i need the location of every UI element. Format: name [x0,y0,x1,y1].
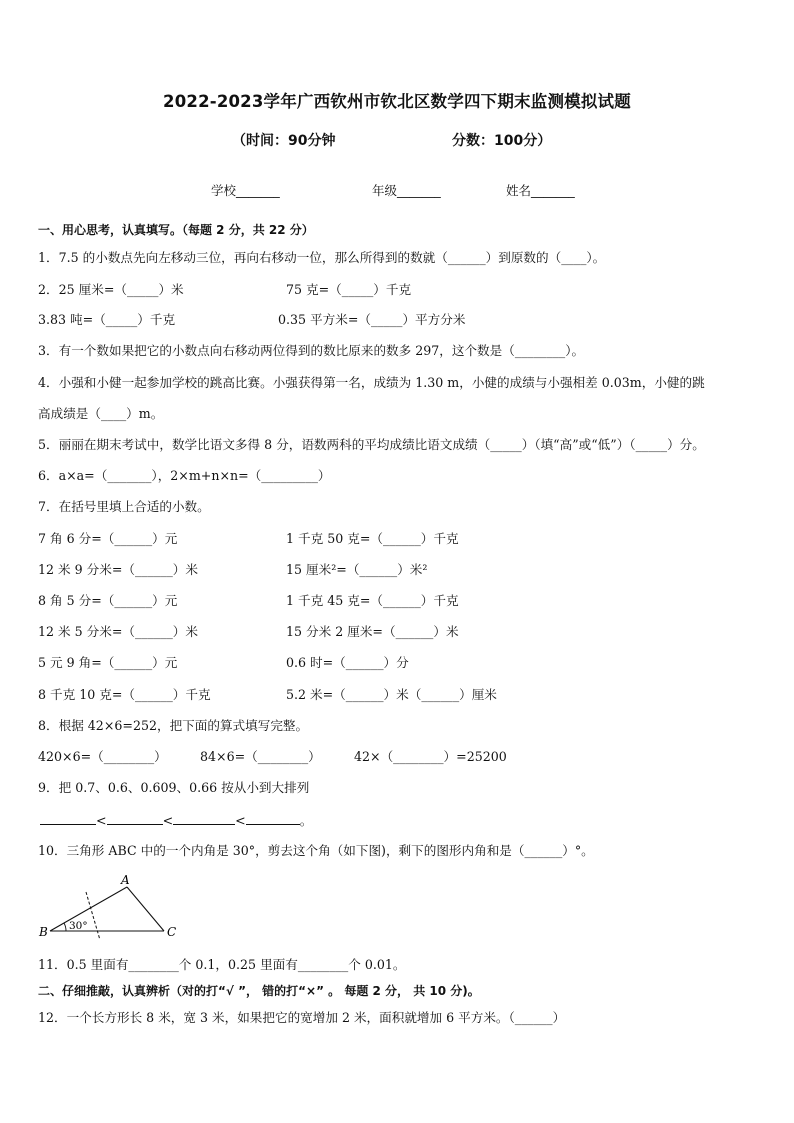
question-8: 8．根据 42×6=252，把下面的算式填写完整。 [38,718,309,733]
question-2b: 75 克=（_____）千克 [286,282,412,297]
section-2-heading: 二、仔细推敲，认真辨析（对的打“√ ”， 错的打“×” 。 每题 2 分， 共 10 分)。 [38,984,480,998]
question-7-item: 1 千克 50 克=（______）千克 [286,531,459,546]
angle-arc [64,923,66,931]
question-12: 12．一个长方形长 8 米，宽 3 米，如果把它的宽增加 2 米，面积就增加 6 平方米。（______） [38,1010,566,1025]
question-7-item: 15 分米 2 厘米=（______）米 [286,624,459,639]
question-7-item: 8 千克 10 克=（______）千克 [38,687,211,702]
question-11: 11．0.5 里面有________个 0.1，0.25 里面有________个 0.01。 [38,957,406,972]
school-field[interactable]: 学校_______ [211,183,280,198]
section-1-heading: 一、用心思考，认真填写。（每题 2 分，共 22 分） [38,223,314,237]
question-8-item: 42×（________）=25200 [354,749,507,764]
less-than-sign: < [96,813,107,828]
question-4-line-2: 高成绩是（____）m。 [38,406,164,421]
question-6: 6．a×a=（_______），2×m+n×n=（_________） [38,468,331,483]
total-score: 分数：100分） [452,133,552,149]
question-7-item: 15 厘米²=（______）米² [286,562,428,577]
name-field[interactable]: 姓名_______ [506,183,575,198]
question-2a: 2．25 厘米=（_____）米 [38,282,184,297]
question-7: 7．在括号里填上合适的小数。 [38,499,210,514]
question-2d: 0.35 平方米=（_____）平方分米 [278,312,466,327]
full-stop: 。 [299,813,313,828]
question-7-item: 7 角 6 分=（______）元 [38,531,178,546]
less-than-sign: < [235,813,246,828]
vertex-label-a: A [121,873,130,887]
answer-blank[interactable] [173,812,235,825]
question-4-line-1: 4．小强和小健一起参加学校的跳高比赛。小强获得第一名，成绩为 1.30 m，小健的成绩与小强相差 0.03m，小健的跳 [38,375,705,390]
question-7-item: 0.6 时=（______）分 [286,655,409,670]
triangle-side-ac [127,887,164,931]
question-2c: 3.83 吨=（_____）千克 [38,312,176,327]
vertex-label-b: B [39,925,48,939]
triangle-figure [36,870,186,942]
page-title: 2022-2023学年广西钦州市钦北区数学四下期末监测模拟试题 [163,92,631,111]
question-1: 1．7.5 的小数点先向左移动三位，再向右移动一位，那么所得到的数就（______）到原数的（____）。 [38,250,606,265]
question-3: 3．有一个数如果把它的小数点向右移动两位得到的数比原来的数多 297，这个数是（________）。 [38,343,585,358]
answer-blank[interactable] [40,812,96,825]
grade-field[interactable]: 年级_______ [372,183,441,198]
question-10: 10．三角形 ABC 中的一个内角是 30°，剪去这个角（如下图)，剩下的图形内角和是（______）°。 [38,843,594,858]
question-5: 5．丽丽在期末考试中，数学比语文多得 8 分，语数两科的平均成绩比语文成绩（_____）（填“高”或“低”）（_____）分。 [38,437,705,452]
question-7-item: 1 千克 45 克=（______）千克 [286,593,459,608]
question-9: 9．把 0.7、0.6、0.609、0.66 按从小到大排列 [38,780,310,795]
vertex-label-c: C [167,925,177,939]
question-7-item: 8 角 5 分=（______）元 [38,593,178,608]
question-7-item: 12 米 9 分米=（______）米 [38,562,198,577]
time-limit: （时间：90分钟 [232,133,336,149]
less-than-sign: < [162,813,174,828]
cut-line [86,892,100,940]
answer-blank[interactable] [246,812,300,825]
question-8-item: 420×6=（________） [38,749,167,764]
question-7-item: 5 元 9 角=（______）元 [38,655,178,670]
question-9-answer-line [40,812,312,829]
question-7-item: 12 米 5 分米=（______）米 [38,624,198,639]
question-8-item: 84×6=（________） [200,749,321,764]
answer-blank[interactable] [107,812,163,825]
angle-label: 30° [69,920,88,932]
triangle-side-ab [50,887,127,931]
question-7-item: 5.2 米=（______）米（______）厘米 [286,687,497,702]
